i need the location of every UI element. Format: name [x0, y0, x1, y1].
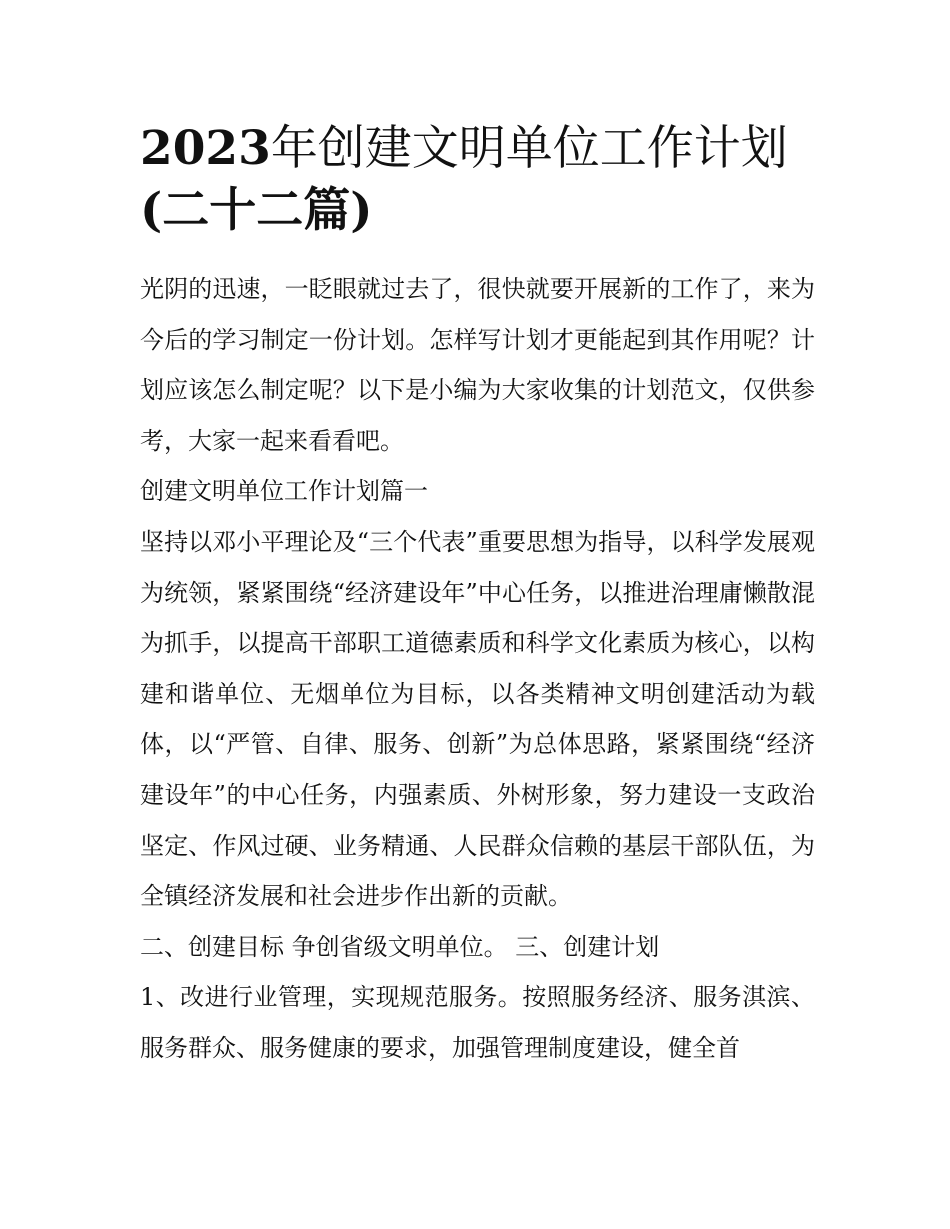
document-body [140, 264, 815, 1074]
document-title [140, 118, 815, 242]
goal-paragraph: 二、创建目标 争创省级文明单位。 三、创建计划 [140, 932, 660, 961]
plan-paragraph: 1、改进行业管理，实现规范服务。按照服务经济、服务淇滨、服务群众、服务健康的要求，加强管理制度建设，健全首 [140, 983, 815, 1062]
document-page [140, 118, 815, 1074]
body-paragraph: 坚持以邓小平理论及“三个代表”重要思想为指导，以科学发展观为统领，紧紧围绕“经济建设年”中心任务，以推进治理庸懒散混为抓手，以提高干部职工道德素质和科学文化素质为核心，以构建和谐单位、无烟单位为目标，以各类精神文明创建活动为载体，以“严管、自律、服务、创新”为总体思路，紧紧围绕“经济建设年”的中心任务，内强素质、外树形象，努力建设一支政治坚定、作风过硬、业务精通、人民群众信赖的基层干部队伍，为全镇经济发展和社会进步作出新的贡献。 [140, 527, 815, 911]
section-heading: 创建文明单位工作计划篇一 [140, 477, 428, 506]
title-subtitle: (二十二篇) [140, 183, 373, 238]
title-text: 年创建文明单位工作计划 [270, 121, 788, 176]
intro-paragraph: 光阴的迅速，一眨眼就过去了，很快就要开展新的工作了，来为今后的学习制定一份计划。怎样写计划才更能起到其作用呢？计划应该怎么制定呢？以下是小编为大家收集的计划范文，仅供参考，大家一起来看看吧。 [140, 275, 815, 455]
title-year: 2023 [140, 121, 271, 176]
